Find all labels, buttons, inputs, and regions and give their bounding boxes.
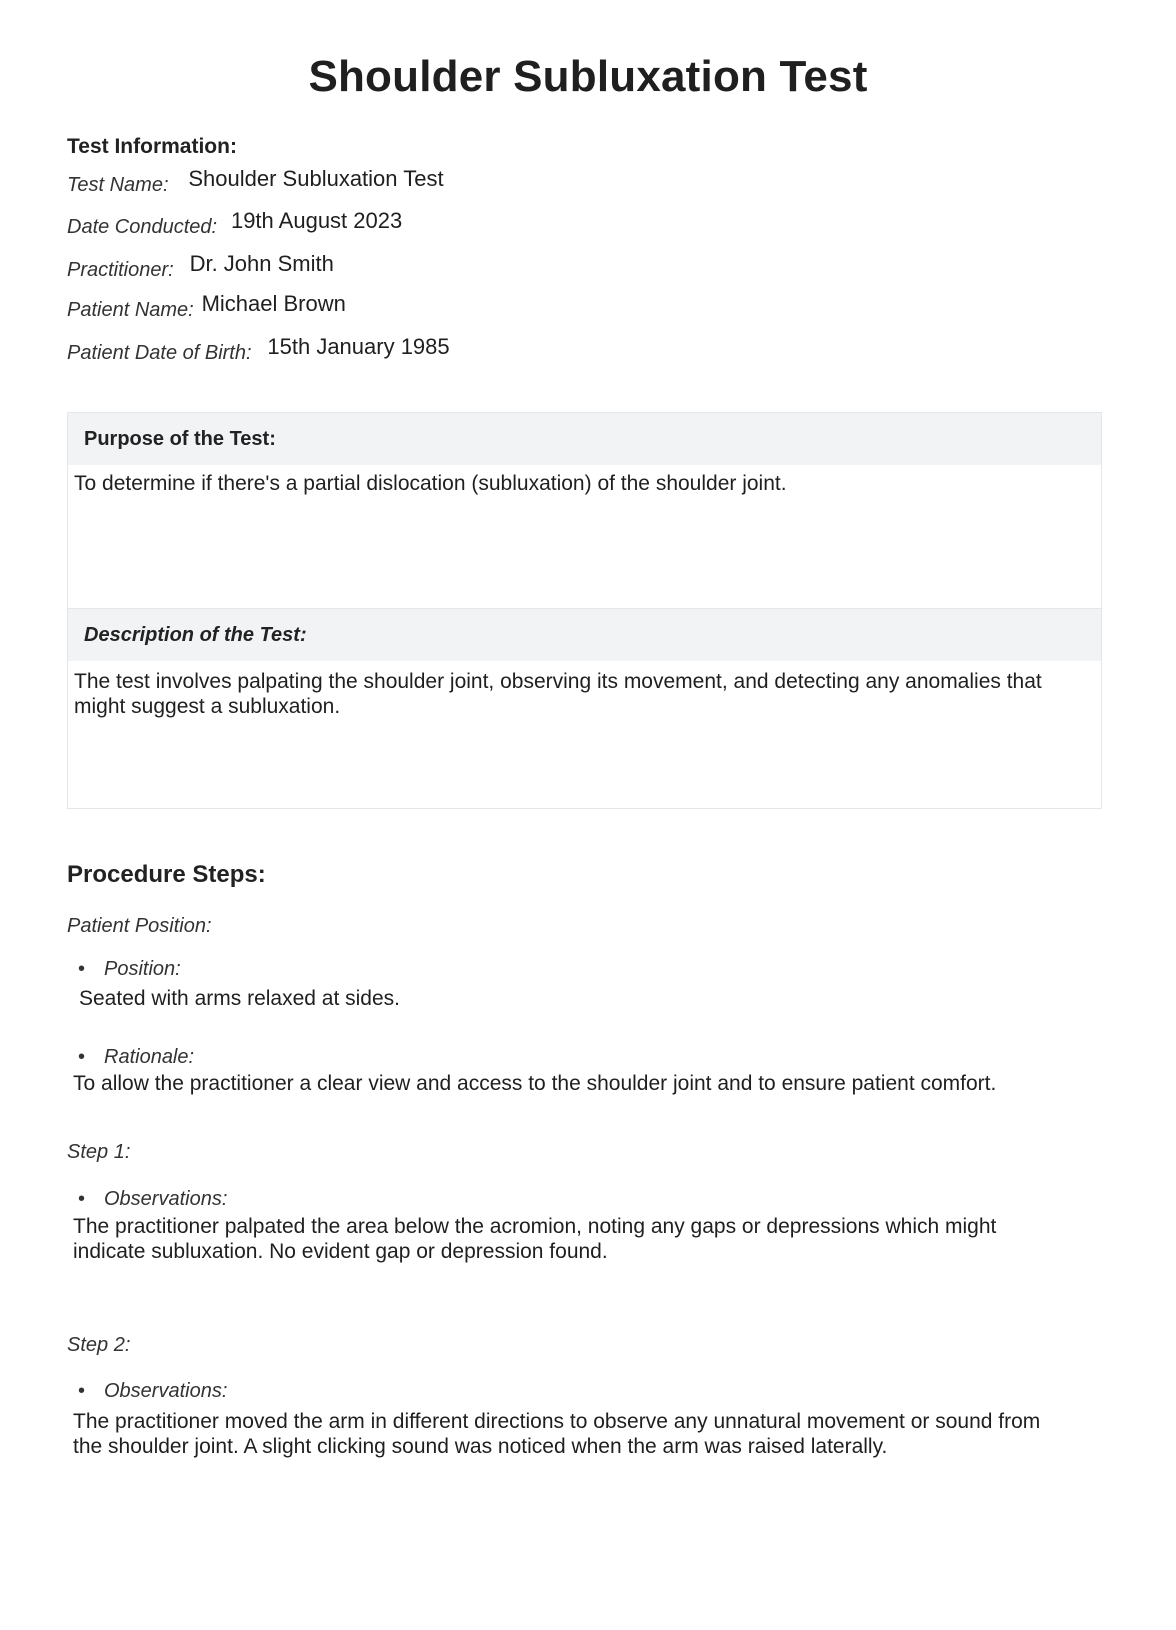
info-label: Test Name: — [67, 174, 169, 196]
procedure-steps-heading: Procedure Steps: — [67, 861, 266, 888]
info-label: Patient Date of Birth: — [67, 342, 252, 364]
info-label: Patient Name: — [67, 299, 194, 321]
step-1-label: Step 1: — [67, 1141, 131, 1163]
purpose-text: To determine if there's a partial dislocation (subluxation) of the shoulder joint. — [74, 472, 787, 495]
rationale-text: To allow the practitioner a clear view and access to the shoulder joint and to ensure patient comfort. — [73, 1072, 997, 1095]
info-value: Dr. John Smith — [189, 251, 334, 276]
info-row-practitioner — [67, 251, 334, 286]
patient-position-label: Patient Position: — [67, 915, 212, 937]
step-2-label: Step 2: — [67, 1334, 131, 1356]
purpose-heading: Purpose of the Test: — [68, 413, 1101, 465]
bullet-dot: • — [78, 1380, 86, 1402]
description-heading: Description of the Test: — [68, 609, 1101, 661]
info-row-patient-name — [67, 291, 346, 326]
info-value: 15th January 1985 — [267, 334, 450, 359]
info-label: Date Conducted: — [67, 216, 218, 238]
description-box — [67, 609, 1102, 809]
position-bullet — [78, 958, 181, 981]
rationale-label: Rationale: — [104, 1046, 195, 1068]
step-1-observations-bullet — [78, 1188, 227, 1211]
info-value: Shoulder Subluxation Test — [188, 166, 444, 191]
page-title: Shoulder Subluxation Test — [308, 52, 868, 101]
info-row-test-name — [67, 166, 444, 201]
step-1-observations-text: The practitioner palpated the area below the acromion, noting any gaps or depressions which might indicate subluxation. No evident gap or depression found. — [73, 1215, 997, 1263]
info-value: 19th August 2023 — [230, 208, 403, 233]
observations-label: Observations: — [104, 1188, 228, 1210]
bullet-dot: • — [78, 1046, 86, 1068]
bullet-dot: • — [78, 1188, 86, 1210]
info-row-date-conducted — [67, 208, 403, 243]
test-information-heading: Test Information: — [67, 135, 237, 158]
info-label: Practitioner: — [67, 259, 174, 281]
rationale-bullet — [78, 1046, 194, 1069]
bullet-dot: • — [78, 958, 86, 980]
description-text: The test involves palpating the shoulder joint, observing its movement, and detecting any anomalies that might suggest a subluxation. — [74, 670, 1042, 718]
info-value: Michael Brown — [201, 291, 346, 316]
step-2-observations-text: The practitioner moved the arm in different directions to observe any unnatural movement or sound from the shoulder joint. A slight clicking sound was noticed when the arm was raised laterally. — [73, 1410, 1041, 1458]
position-label: Position: — [104, 958, 181, 980]
purpose-box — [67, 412, 1102, 609]
position-text: Seated with arms relaxed at sides. — [79, 987, 400, 1010]
info-row-patient-dob — [67, 334, 450, 369]
step-2-observations-bullet — [78, 1380, 227, 1403]
observations-label: Observations: — [104, 1380, 228, 1402]
